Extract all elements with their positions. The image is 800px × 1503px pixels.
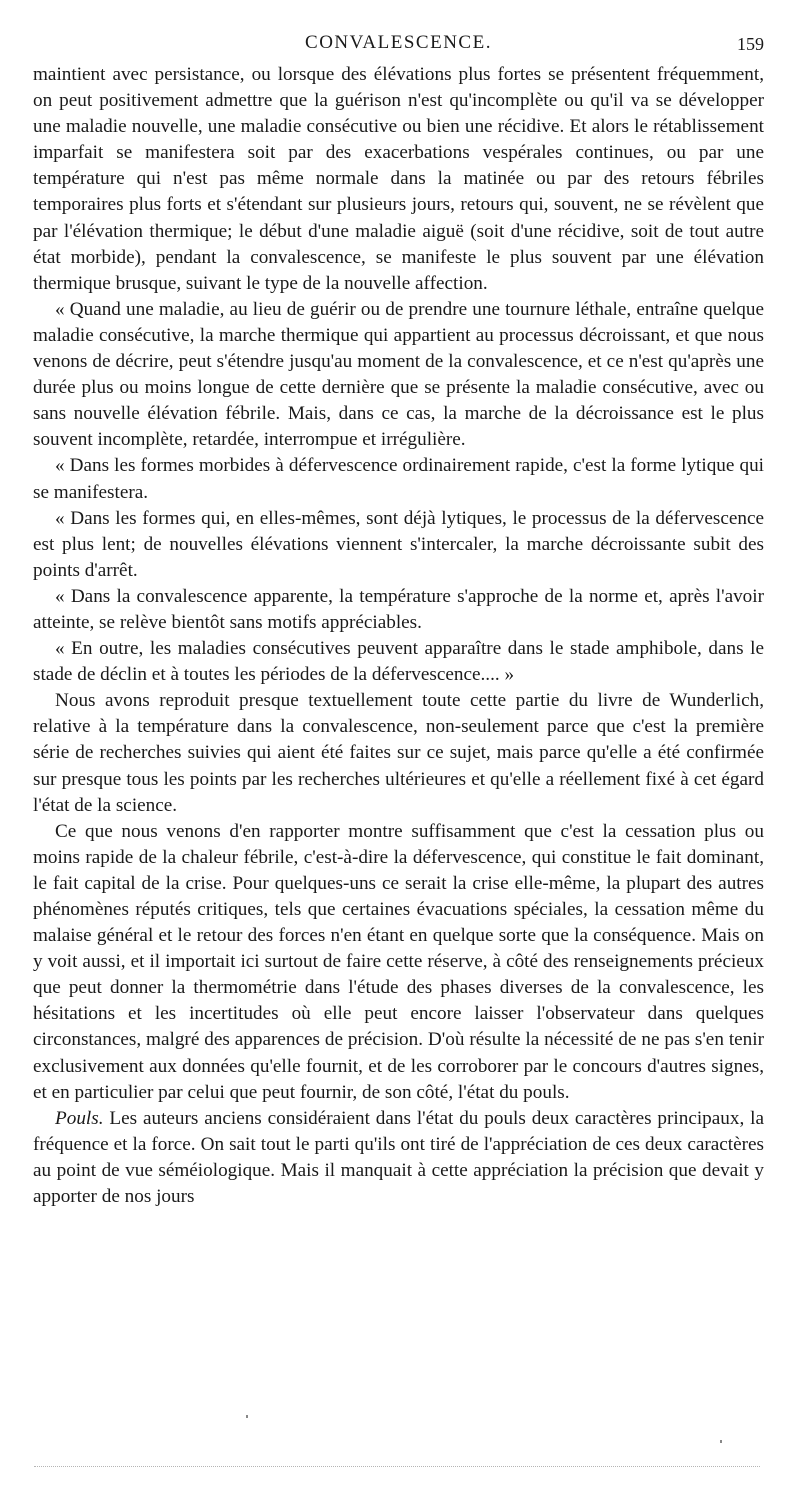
quote-paragraph: « En outre, les maladies consécutives peuvent apparaître dans le stade amphibole, dans le stade de déclin et à toutes les périodes de la défervescence.... » bbox=[33, 638, 764, 686]
quote-paragraph: « Dans les formes morbides à défervescence ordinairement rapide, c'est la forme lytique qui se manifestera. bbox=[33, 455, 764, 503]
page-number: 159 bbox=[737, 34, 764, 54]
quote-paragraph: « Dans la convalescence apparente, la température s'approche de la norme et, après l'avoir atteinte, se relève bientôt sans motifs appréciables. bbox=[33, 585, 764, 633]
pouls-text: Les auteurs anciens considéraient dans l'état du pouls deux caractères principaux, la fréquence et la force. On sait tout le parti qu'ils ont tiré de l'appréciation de ces deux caractères au point de vue séméiologique. Mais il manquait à cette appréciation la précision que devait y apporter de nos jours bbox=[33, 1107, 764, 1208]
running-head bbox=[33, 28, 764, 62]
pouls-paragraph bbox=[33, 1106, 764, 1210]
running-title: CONVALESCENCE. bbox=[305, 32, 492, 53]
paragraph: Ce que nous venons d'en rapporter montre suffisamment que c'est la cessation plus ou moins rapide de la chaleur fébrile, c'est-à-dire la défervescence, qui constitue le fait dominant, le fait capital de la crise. Pour quelques-uns ce serait la crise elle-même, la plupart des autres phénomènes réputés critiques, tels que certaines évacuations spéciales, la cessation même du malaise général et le retour des forces n'en étant en quelque sorte que la conséquence. Mais on y voit aussi, et il importait ici surtout de faire cette réserve, à côté des renseignements précieux que peut donner la thermométrie dans l'étude des phases diverses de la convalescence, les hésitations et les incertitudes où elle peut encore laisser l'observateur dans quelques circonstances, malgré des apparences de précision. D'où résulte la nécessité de ne pas s'en tenir exclusivement aux données qu'elle fournit, et de les corroborer par le concours d'autres signes, et en particulier par celui que peut fournir, de son côté, l'état du pouls. bbox=[33, 820, 764, 1103]
quote-paragraph: « Quand une maladie, au lieu de guérir ou de prendre une tournure léthale, entraîne quelque maladie consécutive, la marche thermique qui appartient au processus décroissant, et que nous venons de décrire, peut s'étendre jusqu'au moment de la convalescence, et ce n'est qu'après une durée plus ou moins longue de cette dernière que se présente la maladie consécutive, avec ou sans nouvelle élévation fébrile. Mais, dans ce cas, la marche de la décroissance est le plus souvent incomplète, retardée, interrompue et irrégulière. bbox=[33, 298, 764, 451]
body-text bbox=[33, 62, 764, 1210]
paragraph: Nous avons reproduit presque textuellement toute cette partie du livre de Wunderlich, relative à la température dans la convalescence, non-seulement parce que c'est la première série de recherches suivies qui aient été faites sur ce sujet, mais parce qu'elle a été confirmée sur presque tous les points par les recherches ultérieures et qu'elle a réellement fixé à cet égard l'état de la science. bbox=[33, 690, 764, 816]
quote-paragraph: « Dans les formes qui, en elles-mêmes, sont déjà lytiques, le processus de la défervescence est plus lent; de nouvelles élévations viennent s'intercaler, la marche décroissante subit des points d'arrêt. bbox=[33, 507, 764, 581]
print-speck bbox=[246, 1415, 248, 1418]
print-speck bbox=[720, 1440, 722, 1443]
pouls-run-in-heading: Pouls. bbox=[55, 1107, 104, 1129]
bottom-bleed-through-line bbox=[34, 1466, 760, 1467]
paragraph-continued: maintient avec persistance, ou lorsque des élévations plus fortes se présentent fréquemment, on peut positivement admettre que la guérison n'est qu'incomplète ou qu'il va se développer une maladie nouvelle, une maladie consécutive ou bien une récidive. Et alors le rétablissement imparfait se manifestera soit par des exacerbations vespérales continues, ou par une température qui n'est pas même normale dans la matinée ou par des retours fébriles temporaires plus forts et s'étendant sur plusieurs jours, retours qui, souvent, ne se révèlent que par l'élévation thermique; le début d'une maladie aiguë (soit d'une récidive, soit de tout autre état morbide), pendant la convalescence, se manifeste le plus souvent par une élévation thermique brusque, suivant le type de la nouvelle affection. bbox=[33, 64, 764, 294]
